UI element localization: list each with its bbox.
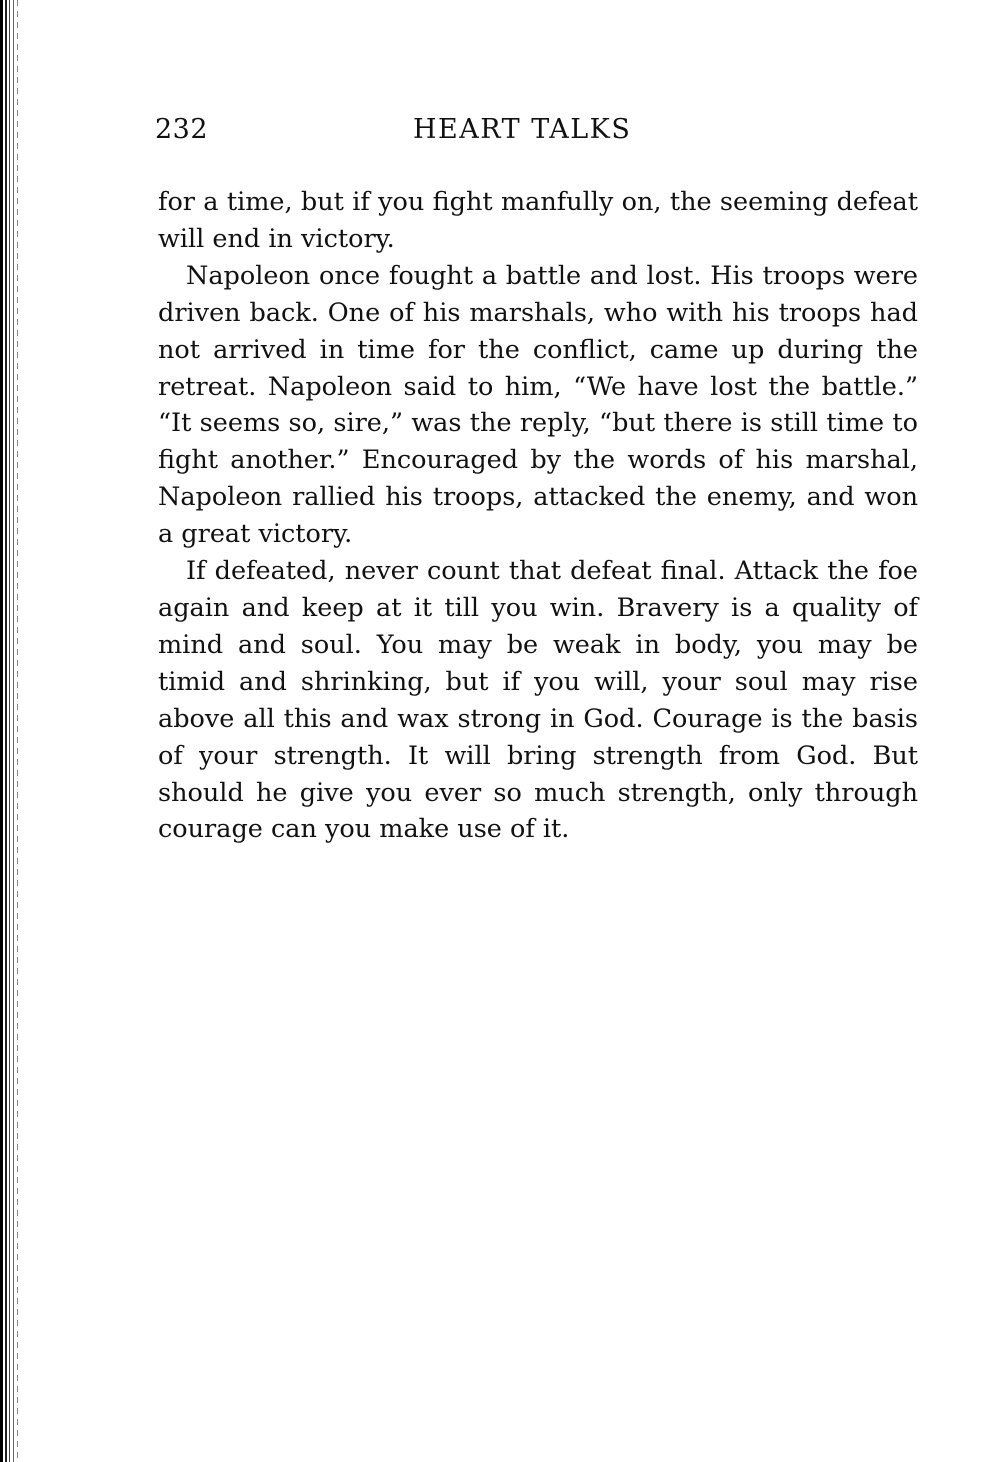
page-number: 232	[155, 114, 209, 145]
paragraph-napoleon: Napoleon once fought a battle and lost. His troops were driven back. One of his marshals, who with his troops had not arrived in time for the conflict, came up during the retreat. Napoleon said to him, “We have lost the battle.” “It seems so, sire,” was the reply, “but there is still time to fight another.” Encouraged by the words of his marshal, Napoleon rallied his troops, attacked the enemy, and won a great victory.	[158, 260, 918, 550]
running-head	[155, 114, 920, 154]
body-text	[158, 184, 918, 848]
paragraph-continued: for a time, but if you fight manfully on, the seeming defeat will end in victory.	[158, 187, 918, 254]
scan-binding-edge	[0, 0, 22, 1462]
running-title: HEART TALKS	[413, 114, 632, 145]
paragraph-courage: If defeated, never count that defeat final. Attack the foe again and keep at it till you win. Bravery is a quality of mind and soul. You may be weak in body, you may be timid and shrinking, but if you will, your soul may rise above all this and wax strong in God. Courage is the basis of your strength. It will bring strength from God. But should he give you ever so much strength, only through courage can you make use of it.	[158, 556, 918, 845]
